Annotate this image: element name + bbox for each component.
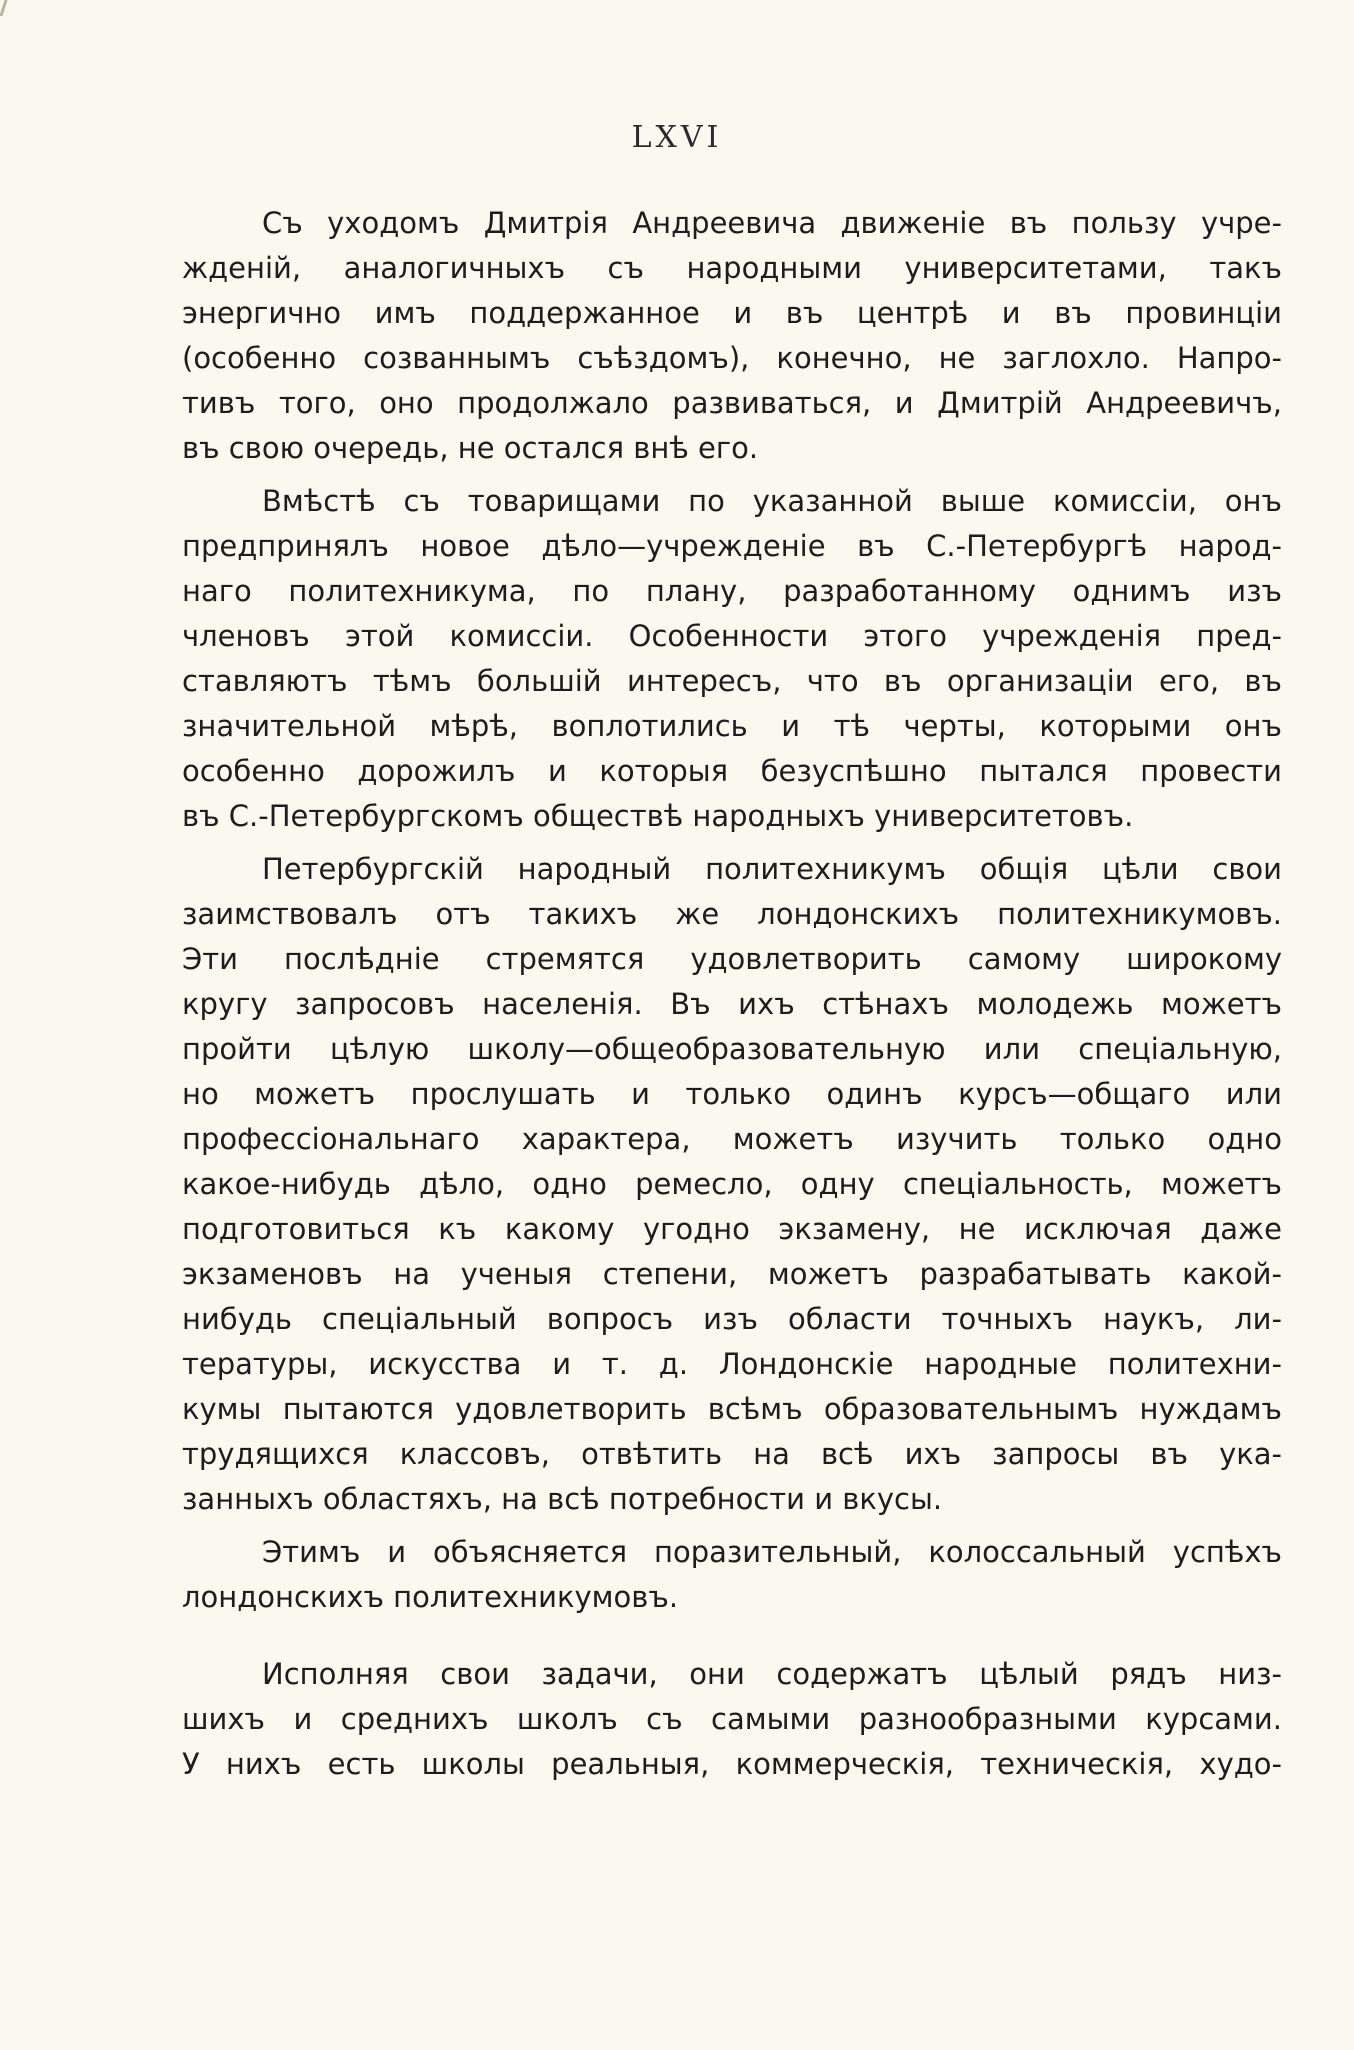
text-line: подготовиться къ какому угодно экзамену, не исключая даже bbox=[182, 1212, 1282, 1246]
text-line: Петербургскій народный политехникумъ общія цѣли свои bbox=[262, 852, 1282, 886]
text-line: ставляютъ тѣмъ большій интересъ, что въ организаціи его, въ bbox=[182, 664, 1282, 698]
text-line: членовъ этой комиссіи. Особенности этого учрежденія пред- bbox=[182, 619, 1282, 653]
page-text-body bbox=[182, 201, 1282, 1795]
text-line: Исполняя свои задачи, они содержатъ цѣлый рядъ низ- bbox=[262, 1657, 1282, 1691]
text-line: (особенно созваннымъ съѣздомъ), конечно, не заглохло. Напро- bbox=[182, 341, 1282, 375]
text-line: нибудь спеціальный вопросъ изъ области точныхъ наукъ, ли- bbox=[182, 1302, 1282, 1336]
text-line: Этимъ и объясняется поразительный, колоссальный успѣхъ bbox=[262, 1535, 1282, 1569]
text-line: тературы, искусства и т. д. Лондонскіе народные политехни- bbox=[182, 1347, 1282, 1381]
text-line: профессіональнаго характера, можетъ изучить только одно bbox=[182, 1122, 1282, 1156]
text-line: занныхъ областяхъ, на всѣ потребности и вкусы. bbox=[182, 1482, 943, 1516]
text-line: заимствовалъ отъ такихъ же лондонскихъ политехникумовъ. bbox=[182, 897, 1282, 931]
paragraph bbox=[182, 201, 1282, 471]
text-line: энергично имъ поддержанное и въ центрѣ и въ провинціи bbox=[182, 296, 1282, 330]
text-line: пройти цѣлую школу—общеобразовательную или спеціальную, bbox=[182, 1032, 1282, 1066]
text-line: въ С.-Петербургскомъ обществѣ народныхъ университетовъ. bbox=[182, 799, 1134, 833]
paragraph bbox=[182, 1530, 1282, 1620]
text-line: предпринялъ новое дѣло—учрежденіе въ С.-Петербургѣ народ- bbox=[182, 529, 1282, 563]
scan-corner-mark bbox=[0, 0, 8, 16]
paragraph bbox=[182, 1652, 1282, 1787]
text-line: У нихъ есть школы реальныя, коммерческія, техническія, худо- bbox=[182, 1747, 1282, 1781]
text-line: какое-нибудь дѣло, одно ремесло, одну спеціальность, можетъ bbox=[182, 1167, 1282, 1201]
paragraph bbox=[182, 847, 1282, 1522]
text-line: Съ уходомъ Дмитрія Андреевича движеніе въ пользу учре- bbox=[262, 206, 1282, 240]
text-line: Эти послѣдніе стремятся удовлетворить самому широкому bbox=[182, 942, 1282, 976]
paragraph bbox=[182, 479, 1282, 839]
text-line: особенно дорожилъ и которыя безуспѣшно пытался провести bbox=[182, 754, 1282, 788]
text-line: Вмѣстѣ съ товарищами по указанной выше комиссіи, онъ bbox=[262, 484, 1282, 518]
text-line: наго политехникума, по плану, разработанному однимъ изъ bbox=[182, 574, 1282, 608]
text-line: кругу запросовъ населенія. Въ ихъ стѣнахъ молодежь можетъ bbox=[182, 987, 1282, 1021]
text-line: но можетъ прослушать и только одинъ курсъ—общаго или bbox=[182, 1077, 1282, 1111]
page-number: LXVI bbox=[631, 120, 723, 155]
text-line: значительной мѣрѣ, воплотились и тѣ черты, которыми онъ bbox=[182, 709, 1282, 743]
text-line: кумы пытаются удовлетворить всѣмъ образовательнымъ нуждамъ bbox=[182, 1392, 1282, 1426]
text-line: въ свою очередь, не остался внѣ его. bbox=[182, 431, 759, 465]
text-line: жденій, аналогичныхъ съ народными университетами, такъ bbox=[182, 251, 1282, 285]
text-line: тивъ того, оно продолжало развиваться, и Дмитрій Андреевичъ, bbox=[182, 386, 1282, 420]
text-line: шихъ и среднихъ школъ съ самыми разнообразными курсами. bbox=[182, 1702, 1282, 1736]
text-line: лондонскихъ политехникумовъ. bbox=[182, 1580, 679, 1614]
text-line: трудящихся классовъ, отвѣтить на всѣ ихъ запросы въ ука- bbox=[182, 1437, 1282, 1471]
text-line: экзаменовъ на ученыя степени, можетъ разрабатывать какой- bbox=[182, 1257, 1282, 1291]
